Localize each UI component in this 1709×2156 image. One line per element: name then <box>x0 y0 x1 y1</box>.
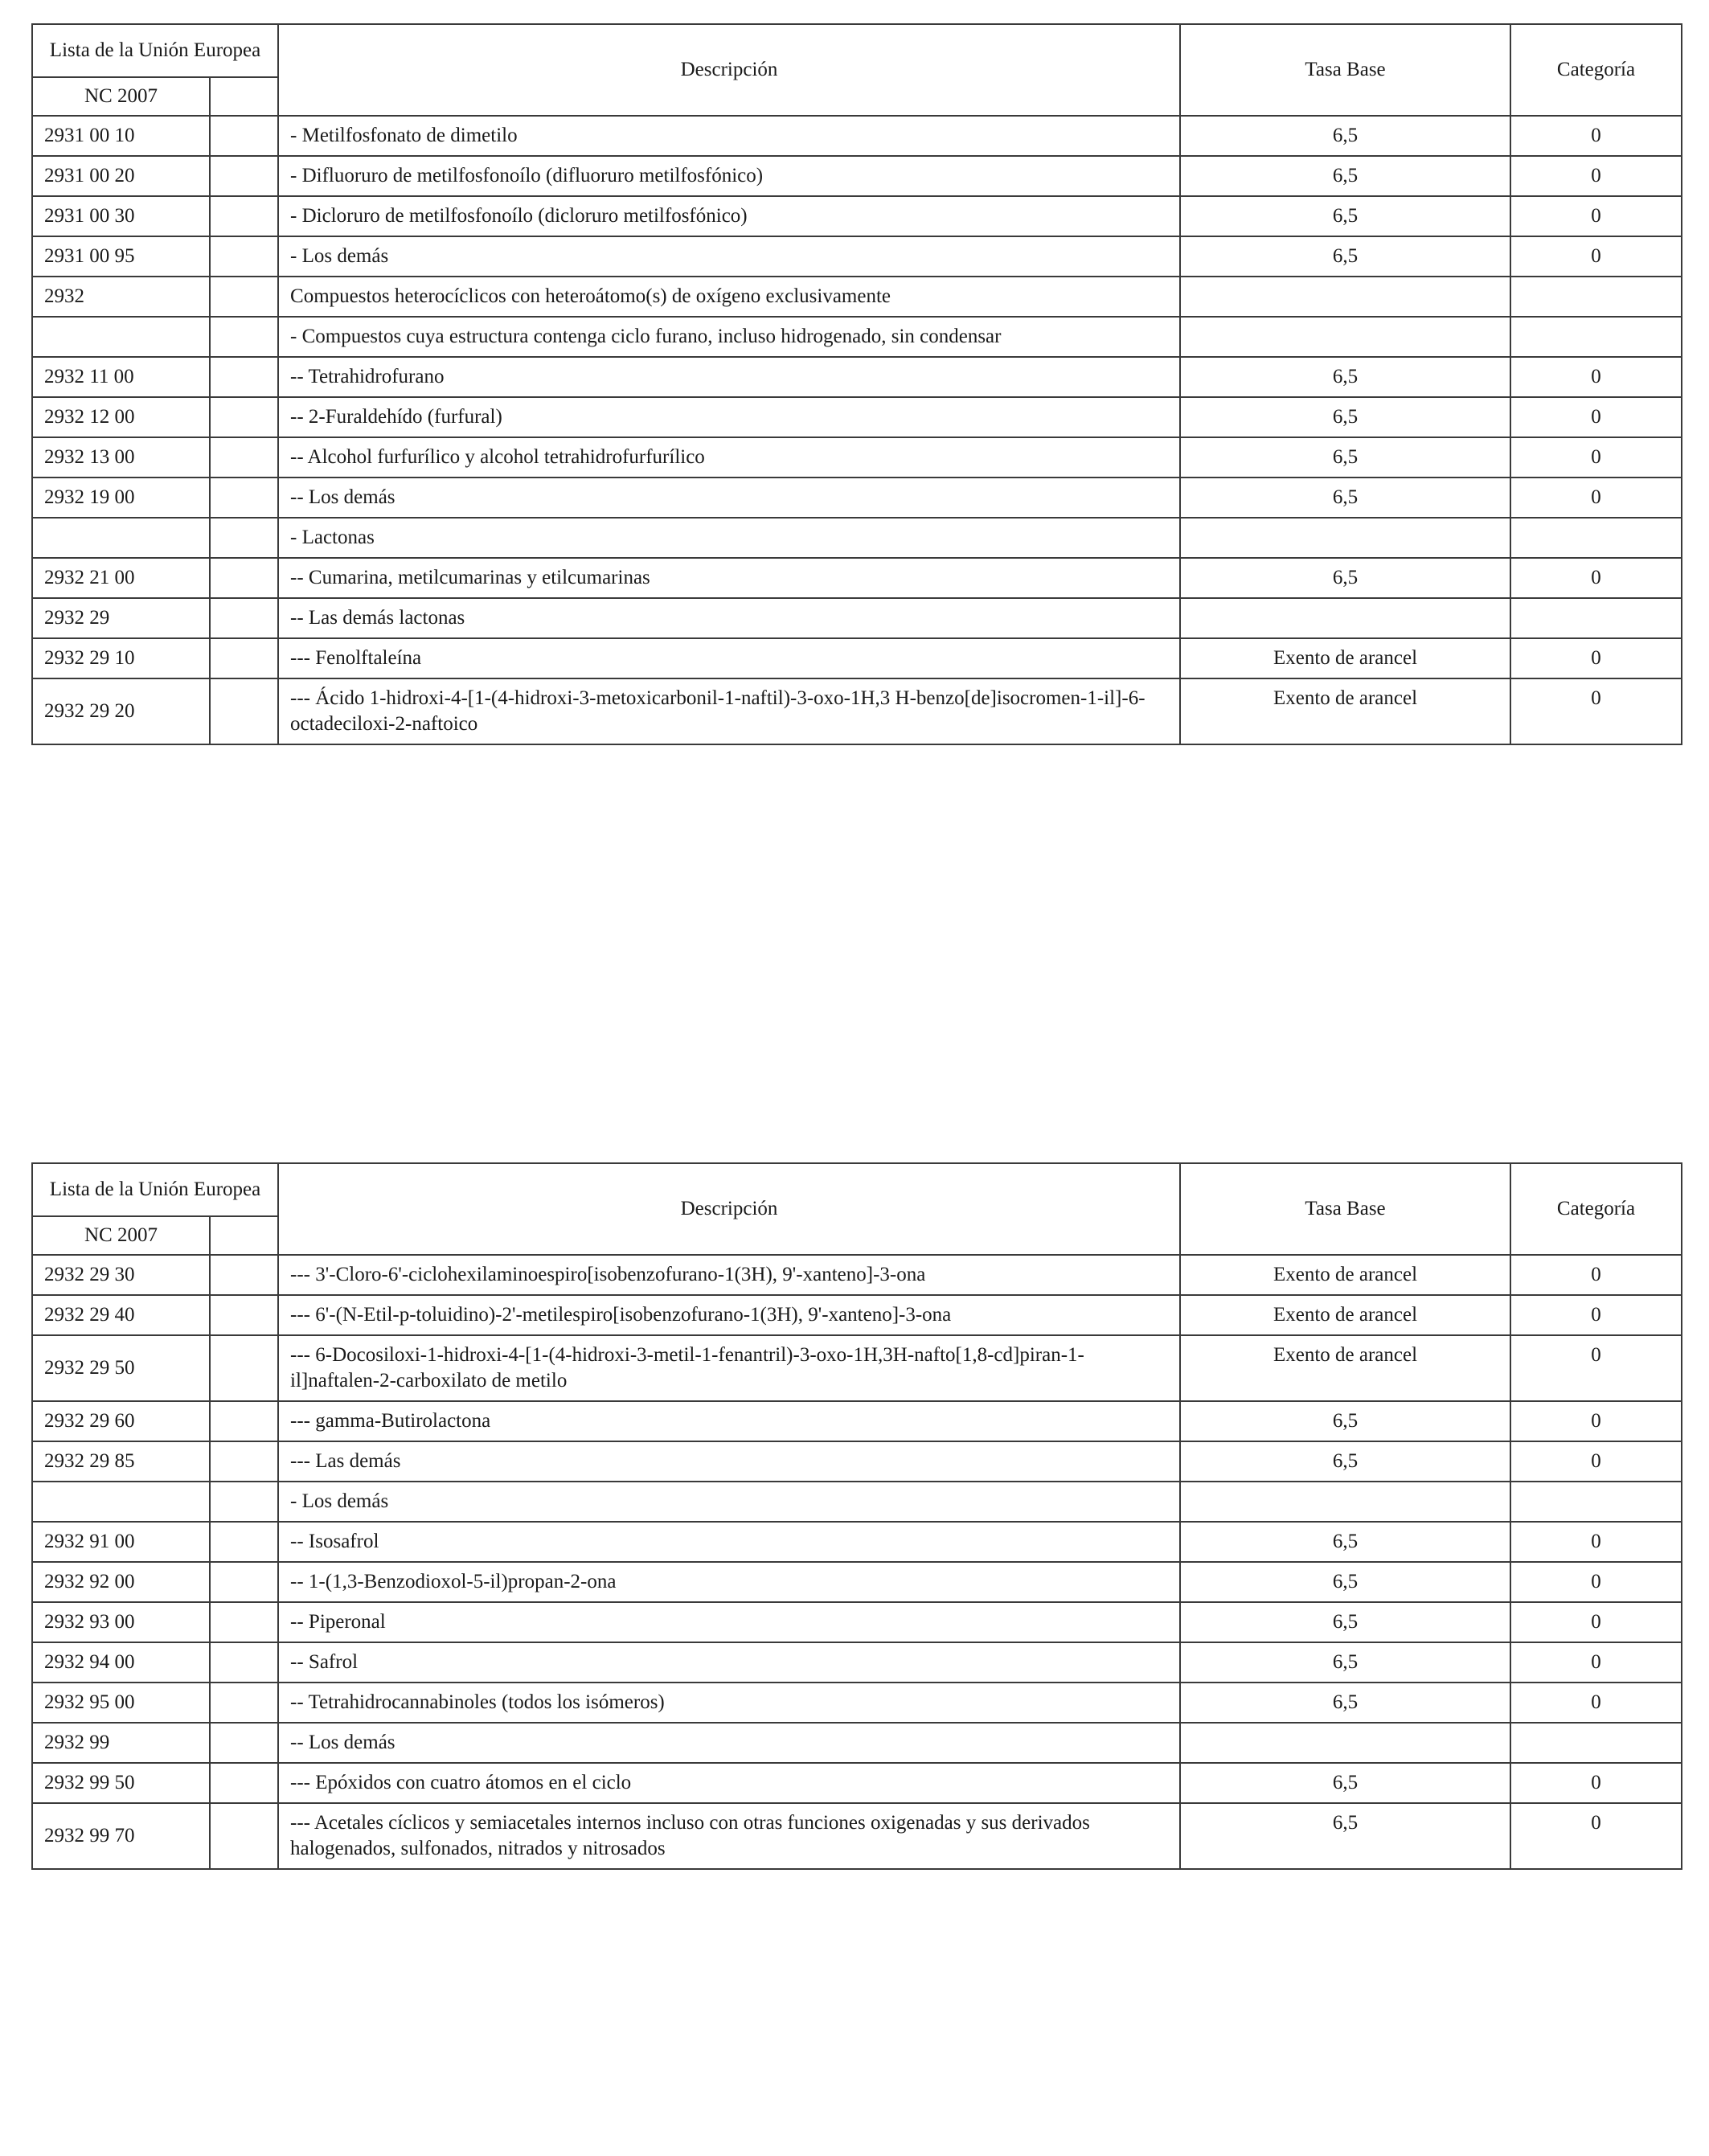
categoria-cell: 0 <box>1510 638 1682 678</box>
description-cell: --- Acetales cíclicos y semiacetales internos incluso con otras funciones oxigenadas y sus derivados halogenados, sulfonados, nitrados y nitrosados <box>278 1803 1180 1869</box>
table-row <box>32 1522 1682 1562</box>
code-cell: 2932 13 00 <box>32 437 210 478</box>
description-cell: Compuestos heterocíclicos con heteroátomo(s) de oxígeno exclusivamente <box>278 277 1180 317</box>
header-descripcion: Descripción <box>278 24 1180 116</box>
categoria-cell: 0 <box>1510 357 1682 397</box>
table-row <box>32 1255 1682 1295</box>
subcode-cell <box>210 678 278 744</box>
header-categoria: Categoría <box>1510 1163 1682 1255</box>
description-cell: --- Fenolftaleína <box>278 638 1180 678</box>
description-cell: - Difluoruro de metilfosfonoílo (difluoruro metilfosfónico) <box>278 156 1180 196</box>
description-cell: -- Alcohol furfurílico y alcohol tetrahidrofurfurílico <box>278 437 1180 478</box>
subcode-cell <box>210 397 278 437</box>
categoria-cell: 0 <box>1510 1803 1682 1869</box>
code-cell: 2932 95 00 <box>32 1683 210 1723</box>
categoria-cell: 0 <box>1510 1441 1682 1482</box>
table-row <box>32 1441 1682 1482</box>
tasa-base-cell: Exento de arancel <box>1180 1335 1510 1401</box>
table-row <box>32 1335 1682 1401</box>
categoria-cell: 0 <box>1510 1642 1682 1683</box>
categoria-cell <box>1510 518 1682 558</box>
description-cell: --- 6'-(N-Etil-p-toluidino)-2'-metilespiro[isobenzofurano-1(3H), 9'-xanteno]-3-ona <box>278 1295 1180 1335</box>
tasa-base-cell: 6,5 <box>1180 1562 1510 1602</box>
header-eu-list: Lista de la Unión Europea <box>32 24 278 77</box>
description-cell: --- 6-Docosiloxi-1-hidroxi-4-[1-(4-hidroxi-3-metil-1-fenantril)-3-oxo-1H,3H-nafto[1,8-cd]piran-1-il]naftalen-2-carboxilato de metilo <box>278 1335 1180 1401</box>
subcode-cell <box>210 1803 278 1869</box>
header-tasa-base: Tasa Base <box>1180 24 1510 116</box>
categoria-cell <box>1510 598 1682 638</box>
tasa-base-cell: 6,5 <box>1180 1763 1510 1803</box>
description-cell: - Lactonas <box>278 518 1180 558</box>
subcode-cell <box>210 558 278 598</box>
table-row <box>32 1295 1682 1335</box>
table-header <box>32 1163 1682 1255</box>
tasa-base-cell: 6,5 <box>1180 1803 1510 1869</box>
table-row <box>32 1683 1682 1723</box>
tasa-base-cell <box>1180 1723 1510 1763</box>
description-cell: -- Cumarina, metilcumarinas y etilcumarinas <box>278 558 1180 598</box>
code-cell: 2932 94 00 <box>32 1642 210 1683</box>
subcode-cell <box>210 1482 278 1522</box>
categoria-cell <box>1510 317 1682 357</box>
tasa-base-cell: Exento de arancel <box>1180 638 1510 678</box>
table-row <box>32 196 1682 236</box>
description-cell: -- Tetrahidrocannabinoles (todos los isómeros) <box>278 1683 1180 1723</box>
description-cell: -- Las demás lactonas <box>278 598 1180 638</box>
code-cell: 2932 93 00 <box>32 1602 210 1642</box>
code-cell: 2932 29 60 <box>32 1401 210 1441</box>
code-cell: 2931 00 20 <box>32 156 210 196</box>
subcode-cell <box>210 518 278 558</box>
tasa-base-cell: 6,5 <box>1180 397 1510 437</box>
description-cell: --- Ácido 1-hidroxi-4-[1-(4-hidroxi-3-metoxicarbonil-1-naftil)-3-oxo-1H,3 H-benzo[de]isocromen-1-il]-6-octadeciloxi-2-naftoico <box>278 678 1180 744</box>
subcode-cell <box>210 317 278 357</box>
tasa-base-cell <box>1180 277 1510 317</box>
categoria-cell: 0 <box>1510 156 1682 196</box>
description-cell: -- 2-Furaldehído (furfural) <box>278 397 1180 437</box>
header-eu-list: Lista de la Unión Europea <box>32 1163 278 1216</box>
description-cell: --- gamma-Butirolactona <box>278 1401 1180 1441</box>
table-row <box>32 1602 1682 1642</box>
subcode-cell <box>210 277 278 317</box>
subcode-cell <box>210 1401 278 1441</box>
subcode-cell <box>210 1602 278 1642</box>
header-blank-cell <box>210 1216 278 1255</box>
code-cell <box>32 1482 210 1522</box>
code-cell <box>32 317 210 357</box>
subcode-cell <box>210 598 278 638</box>
categoria-cell: 0 <box>1510 196 1682 236</box>
tasa-base-cell: 6,5 <box>1180 437 1510 478</box>
description-cell: -- Piperonal <box>278 1602 1180 1642</box>
categoria-cell: 0 <box>1510 116 1682 156</box>
categoria-cell <box>1510 1482 1682 1522</box>
subcode-cell <box>210 196 278 236</box>
tasa-base-cell: Exento de arancel <box>1180 1255 1510 1295</box>
code-cell: 2932 29 <box>32 598 210 638</box>
code-cell: 2932 29 30 <box>32 1255 210 1295</box>
categoria-cell: 0 <box>1510 1602 1682 1642</box>
tasa-base-cell <box>1180 518 1510 558</box>
subcode-cell <box>210 1763 278 1803</box>
code-cell: 2932 29 20 <box>32 678 210 744</box>
table-row <box>32 236 1682 277</box>
code-cell: 2932 99 50 <box>32 1763 210 1803</box>
header-nc-2007: NC 2007 <box>32 1216 210 1255</box>
tasa-base-cell: 6,5 <box>1180 1683 1510 1723</box>
categoria-cell: 0 <box>1510 1683 1682 1723</box>
subcode-cell <box>210 1723 278 1763</box>
table-row <box>32 678 1682 744</box>
subcode-cell <box>210 1295 278 1335</box>
code-cell: 2932 91 00 <box>32 1522 210 1562</box>
table-row <box>32 598 1682 638</box>
tasa-base-cell: 6,5 <box>1180 196 1510 236</box>
categoria-cell <box>1510 1723 1682 1763</box>
header-tasa-base: Tasa Base <box>1180 1163 1510 1255</box>
table-row <box>32 156 1682 196</box>
description-cell: - Compuestos cuya estructura contenga ciclo furano, incluso hidrogenado, sin condensar <box>278 317 1180 357</box>
description-cell: -- Los demás <box>278 1723 1180 1763</box>
description-cell: -- 1-(1,3-Benzodioxol-5-il)propan-2-ona <box>278 1562 1180 1602</box>
subcode-cell <box>210 1562 278 1602</box>
tasa-base-cell: 6,5 <box>1180 1441 1510 1482</box>
tasa-base-cell: 6,5 <box>1180 478 1510 518</box>
table-row <box>32 397 1682 437</box>
categoria-cell: 0 <box>1510 1335 1682 1401</box>
subcode-cell <box>210 357 278 397</box>
tariff-table-2 <box>31 1162 1682 1870</box>
table-row <box>32 478 1682 518</box>
categoria-cell: 0 <box>1510 1255 1682 1295</box>
table-row <box>32 518 1682 558</box>
description-cell: --- Las demás <box>278 1441 1180 1482</box>
description-cell: --- Epóxidos con cuatro átomos en el ciclo <box>278 1763 1180 1803</box>
tasa-base-cell <box>1180 317 1510 357</box>
table-row <box>32 277 1682 317</box>
subcode-cell <box>210 1441 278 1482</box>
table-row <box>32 1723 1682 1763</box>
tasa-base-cell: 6,5 <box>1180 1522 1510 1562</box>
tasa-base-cell: 6,5 <box>1180 116 1510 156</box>
table-row <box>32 1482 1682 1522</box>
categoria-cell: 0 <box>1510 1401 1682 1441</box>
code-cell: 2932 11 00 <box>32 357 210 397</box>
subcode-cell <box>210 638 278 678</box>
categoria-cell: 0 <box>1510 236 1682 277</box>
table-row <box>32 1642 1682 1683</box>
code-cell: 2931 00 30 <box>32 196 210 236</box>
tasa-base-cell: 6,5 <box>1180 558 1510 598</box>
tasa-base-cell <box>1180 598 1510 638</box>
code-cell: 2932 29 50 <box>32 1335 210 1401</box>
code-cell: 2932 19 00 <box>32 478 210 518</box>
description-cell: - Los demás <box>278 1482 1180 1522</box>
subcode-cell <box>210 437 278 478</box>
table-row <box>32 1803 1682 1869</box>
table-row <box>32 638 1682 678</box>
table-header <box>32 24 1682 116</box>
tasa-base-cell: 6,5 <box>1180 1401 1510 1441</box>
tasa-base-cell: 6,5 <box>1180 1642 1510 1683</box>
table-row <box>32 317 1682 357</box>
subcode-cell <box>210 1522 278 1562</box>
description-cell: -- Isosafrol <box>278 1522 1180 1562</box>
code-cell: 2932 29 10 <box>32 638 210 678</box>
tasa-base-cell: 6,5 <box>1180 236 1510 277</box>
table-row <box>32 558 1682 598</box>
tasa-base-cell <box>1180 1482 1510 1522</box>
code-cell: 2932 92 00 <box>32 1562 210 1602</box>
categoria-cell: 0 <box>1510 397 1682 437</box>
description-cell: -- Los demás <box>278 478 1180 518</box>
description-cell: --- 3'-Cloro-6'-ciclohexilaminoespiro[isobenzofurano-1(3H), 9'-xanteno]-3-ona <box>278 1255 1180 1295</box>
categoria-cell: 0 <box>1510 1763 1682 1803</box>
code-cell: 2931 00 95 <box>32 236 210 277</box>
subcode-cell <box>210 1683 278 1723</box>
subcode-cell <box>210 1255 278 1295</box>
table-row <box>32 1562 1682 1602</box>
subcode-cell <box>210 1642 278 1683</box>
categoria-cell: 0 <box>1510 478 1682 518</box>
header-blank-cell <box>210 77 278 116</box>
code-cell: 2932 29 85 <box>32 1441 210 1482</box>
categoria-cell: 0 <box>1510 1522 1682 1562</box>
header-descripcion: Descripción <box>278 1163 1180 1255</box>
subcode-cell <box>210 156 278 196</box>
code-cell: 2932 99 <box>32 1723 210 1763</box>
categoria-cell: 0 <box>1510 1562 1682 1602</box>
table-row <box>32 357 1682 397</box>
code-cell: 2931 00 10 <box>32 116 210 156</box>
code-cell: 2932 <box>32 277 210 317</box>
tasa-base-cell: 6,5 <box>1180 357 1510 397</box>
tariff-table-1 <box>31 23 1682 745</box>
categoria-cell: 0 <box>1510 437 1682 478</box>
description-cell: -- Safrol <box>278 1642 1180 1683</box>
table-body <box>32 116 1682 744</box>
header-nc-2007: NC 2007 <box>32 77 210 116</box>
categoria-cell: 0 <box>1510 558 1682 598</box>
description-cell: - Dicloruro de metilfosfonoílo (dicloruro metilfosfónico) <box>278 196 1180 236</box>
code-cell: 2932 29 40 <box>32 1295 210 1335</box>
description-cell: - Metilfosfonato de dimetilo <box>278 116 1180 156</box>
table-row <box>32 437 1682 478</box>
description-cell: - Los demás <box>278 236 1180 277</box>
categoria-cell: 0 <box>1510 1295 1682 1335</box>
tasa-base-cell: Exento de arancel <box>1180 1295 1510 1335</box>
tasa-base-cell: 6,5 <box>1180 156 1510 196</box>
table-body <box>32 1255 1682 1869</box>
subcode-cell <box>210 116 278 156</box>
subcode-cell <box>210 236 278 277</box>
code-cell: 2932 99 70 <box>32 1803 210 1869</box>
code-cell: 2932 12 00 <box>32 397 210 437</box>
table-row <box>32 1401 1682 1441</box>
description-cell: -- Tetrahidrofurano <box>278 357 1180 397</box>
code-cell <box>32 518 210 558</box>
categoria-cell <box>1510 277 1682 317</box>
tasa-base-cell: Exento de arancel <box>1180 678 1510 744</box>
tasa-base-cell: 6,5 <box>1180 1602 1510 1642</box>
categoria-cell: 0 <box>1510 678 1682 744</box>
header-categoria: Categoría <box>1510 24 1682 116</box>
subcode-cell <box>210 1335 278 1401</box>
table-row <box>32 1763 1682 1803</box>
table-row <box>32 116 1682 156</box>
code-cell: 2932 21 00 <box>32 558 210 598</box>
subcode-cell <box>210 478 278 518</box>
